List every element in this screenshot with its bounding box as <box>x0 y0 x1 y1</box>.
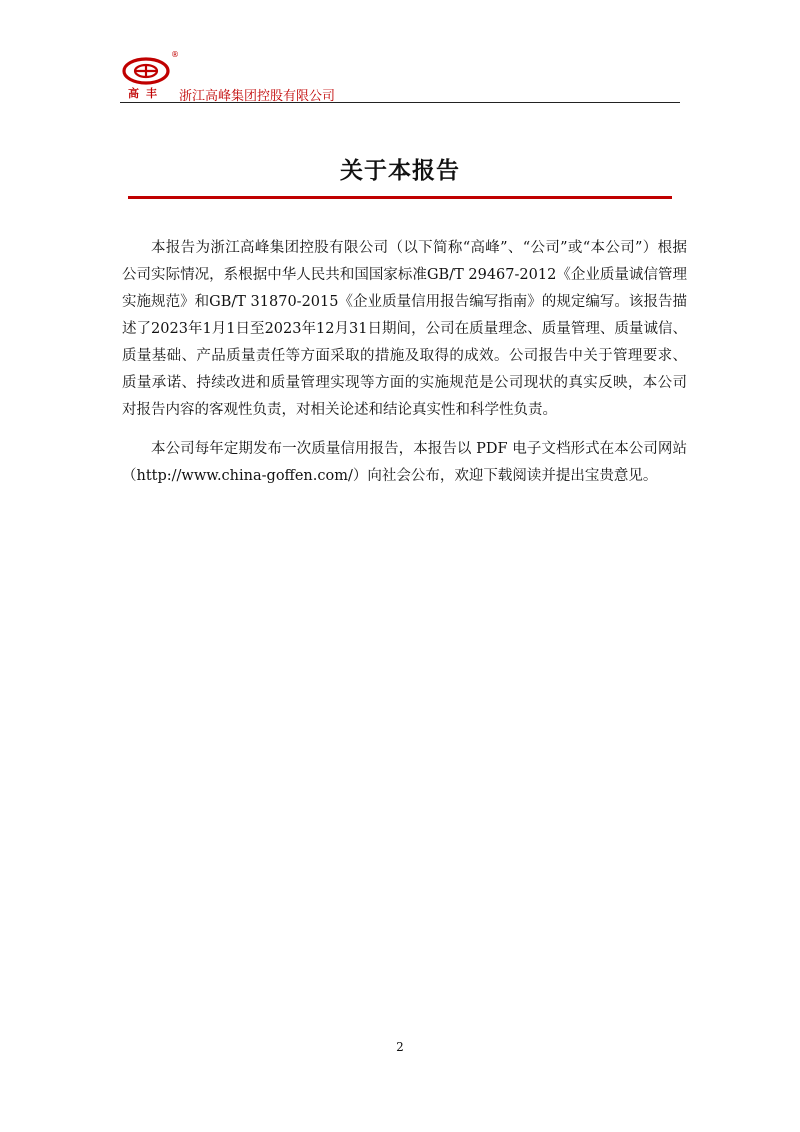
header-divider <box>120 102 680 103</box>
company-name: 浙江高峰集团控股有限公司 <box>179 89 336 104</box>
page-title: 关于本报告 <box>340 158 460 184</box>
report-body <box>122 235 687 502</box>
logo-emblem-icon <box>122 56 176 86</box>
title-divider <box>128 196 672 199</box>
paragraph-intro: 本报告为浙江高峰集团控股有限公司（以下简称“高峰”、“公司”或“本公司”）根据公司实际情况，系根据中华人民共和国国家标准GB/T 29467-2012《企业质量诚信管理实施规范》和GB/T 31870-2015《企业质量信用报告编写指南》的规定编写。该报告描述了2023年1月1日至2023年12月31日期间，公司在质量理念、质量管理、质量诚信、质量基础、产品质量责任等方面采取的措施及取得的成效。公司报告中关于管理要求、质量承诺、持续改进和质量管理实现等方面的实施规范是公司现状的真实反映，本公司对报告内容的客观性负责，对相关论述和结论真实性和科学性负责。 <box>122 240 687 418</box>
page-number: 2 <box>396 1040 404 1054</box>
paragraph-publication: 本公司每年定期发布一次质量信用报告，本报告以 PDF 电子文档形式在本公司网站（http://www.china-goffen.com/）向社会公布，欢迎下载阅读并提出宝贵意见。 <box>122 441 687 484</box>
logo-text: 高丰 <box>128 87 164 100</box>
page-header <box>120 50 680 104</box>
registered-mark: ® <box>171 50 179 59</box>
company-logo <box>120 50 180 100</box>
